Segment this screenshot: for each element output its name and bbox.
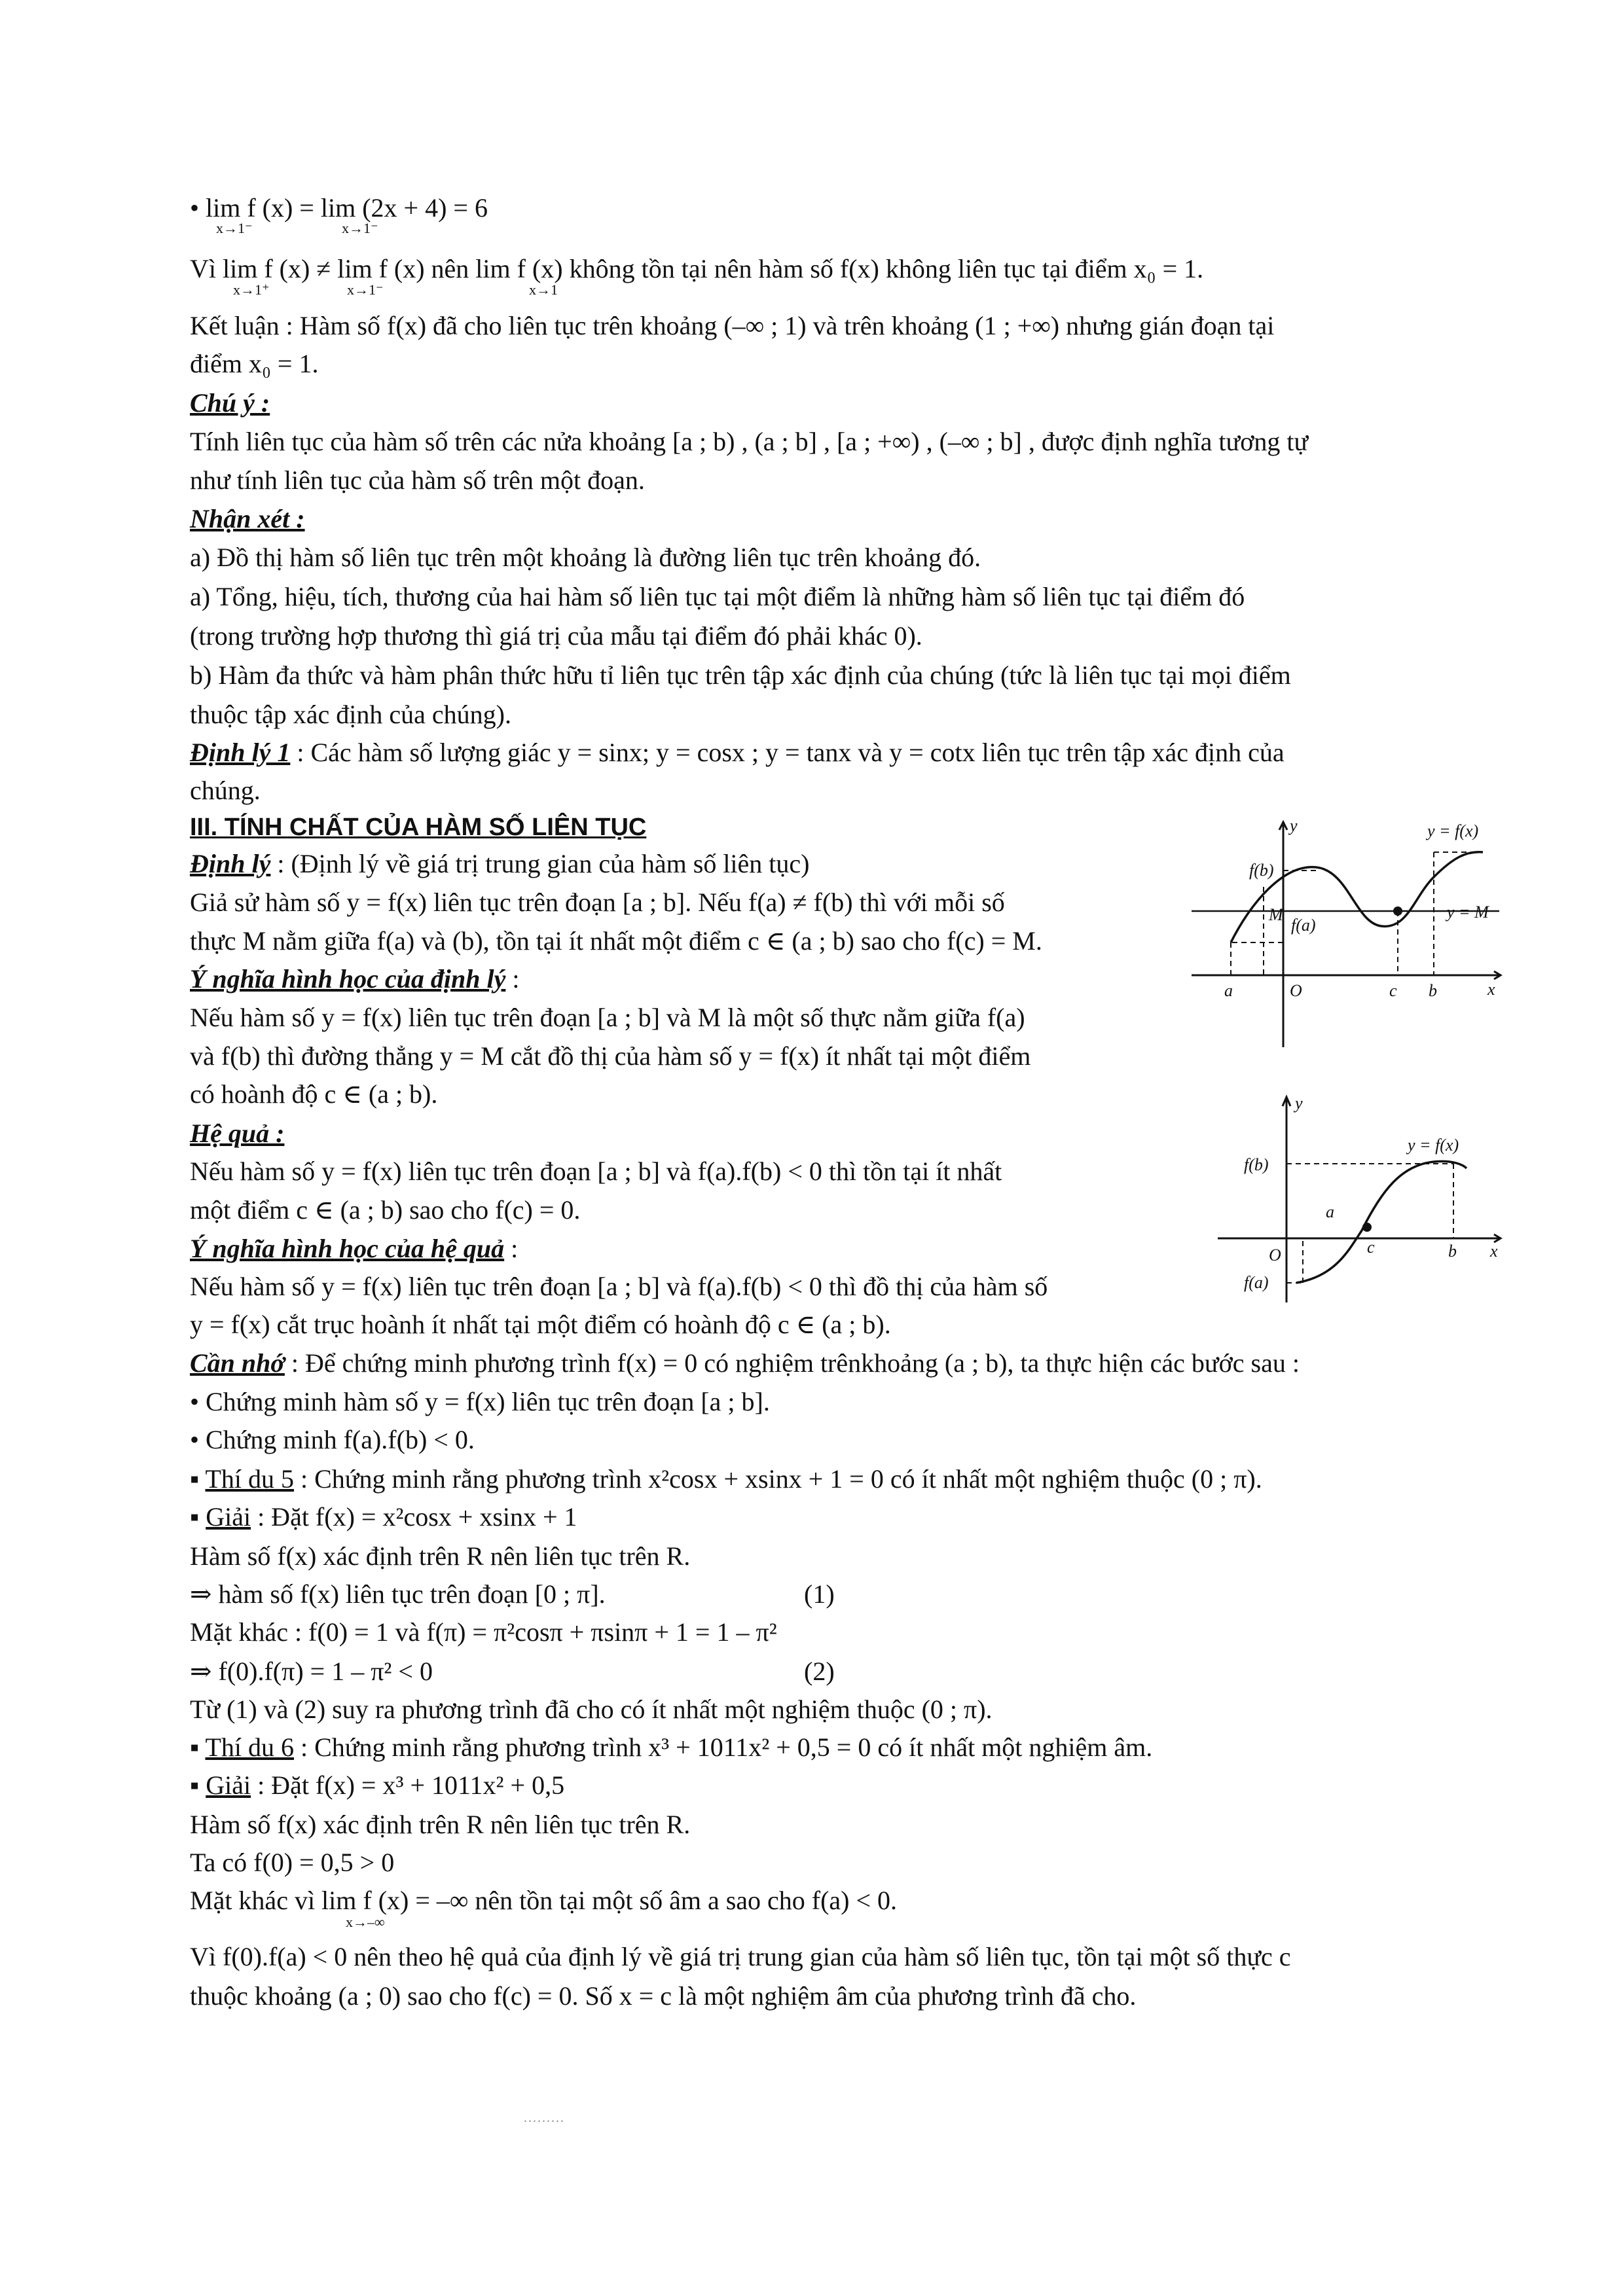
figure-label: O [1290,981,1302,1000]
limit-subscript: x→–∞ [346,1914,385,1930]
section-label: Định lý [190,849,271,878]
figure-label: y = f(x) [1427,821,1479,840]
text-line [190,251,1203,287]
corollary-figure [1205,1093,1506,1316]
bullet: ▪ [190,1502,206,1532]
text-line [190,1499,577,1535]
text-line [190,1345,1300,1382]
text-line: a) Đồ thị hàm số liên tục trên một khoảng là đường liên tục trên khoảng đó. [190,543,981,572]
text-line: Nếu hàm số y = f(x) liên tục trên đoạn [a ; b] và f(a).f(b) < 0 thì tồn tại ít nhất [190,1157,1002,1186]
text-fragment: : [504,1234,519,1263]
text-line [190,1767,564,1804]
section-label: Định lý 1 [190,738,291,767]
section-label: Ý nghĩa hình học của định lý [190,964,506,994]
text-line: b) Hàm đa thức và hàm phân thức hữu tỉ liên tục trên tập xác định của chúng (tức là liên tục tại mọi điểm [190,660,1291,690]
solution-label: Giải [206,1502,251,1532]
text-line: Nếu hàm số y = f(x) liên tục trên đoạn [a ; b] và f(a).f(b) < 0 thì đồ thị của hàm số [190,1272,1048,1301]
solution-label: Giải [206,1770,251,1800]
text-line: thuộc khoảng (a ; 0) sao cho f(c) = 0. Số x = c là một nghiệm âm của phương trình đã cho. [190,1981,1137,2011]
limit-subscript: x→1⁺ [233,281,270,298]
text-line: Giả sử hàm số y = f(x) liên tục trên đoạn [a ; b]. Nếu f(a) ≠ f(b) thì với mỗi số [190,888,1005,917]
text-line [190,1230,518,1267]
text-line: chúng. [190,776,261,805]
text-line: y = f(x) cắt trục hoành ít nhất tại một điểm có hoành độ c ∈ (a ; b). [190,1310,891,1339]
text-line: có hoành độ c ∈ (a ; b). [190,1079,438,1109]
text-line: ⇒ hàm số f(x) liên tục trên đoạn [0 ; π]. [190,1579,606,1609]
figure-label: x [1487,980,1495,999]
limit-subscript: x→1 [529,281,558,298]
text-line: Hàm số f(x) xác định trên R nên liên tục trên R. [190,1541,691,1571]
section-label: Chú ý : [190,388,270,418]
figure-label: y = f(x) [1408,1136,1459,1155]
text-line: a) Tổng, hiệu, tích, thương của hai hàm số liên tục tại một điểm là những hàm số liên tục tại điểm đó [190,582,1245,611]
text-line: ⇒ f(0).f(π) = 1 – π² < 0 [190,1657,433,1686]
text-line: và f(b) thì đường thẳng y = M cắt đồ thị của hàm số y = f(x) ít nhất tại một điểm [190,1041,1031,1071]
equation-number: (1) [804,1579,835,1609]
figure-label: y [1290,818,1298,835]
limit-subscript: x→1⁻ [342,220,378,236]
text-line: • Chứng minh hàm số y = f(x) liên tục trên đoạn [a ; b]. [190,1387,770,1416]
figure-label: y = M [1447,903,1489,922]
bullet: ▪ [190,1770,206,1800]
text-line: điểm x₀ = 1. [190,349,319,378]
text-line: Mặt khác vì lim f (x) = –∞ nên tồn tại một số âm a sao cho f(a) < 0. [190,1886,898,1915]
section-heading: III. TÍNH CHẤT CỦA HÀM SỐ LIÊN TỤC [190,814,647,841]
text-line: Kết luận : Hàm số f(x) đã cho liên tục trên khoảng (–∞ ; 1) và trên khoảng (1 ; +∞) nhưng gián đoạn tại [190,311,1275,340]
text-line: Nếu hàm số y = f(x) liên tục trên đoạn [a ; b] và M là một số thực nằm giữa f(a) [190,1003,1025,1032]
figure-label: a [1326,1202,1334,1221]
text-fragment: : Các hàm số lượng giác y = sinx; y = cosx ; y = tanx và y = cotx liên tục trên tập xác định của [290,738,1285,767]
limit-subscript: x→1⁻ [347,281,384,298]
limit-subscript: x→1⁻ [216,220,253,236]
text-line: Hàm số f(x) xác định trên R nên liên tục trên R. [190,1810,691,1839]
text-line: Tính liên tục của hàm số trên các nửa khoảng [a ; b) , (a ; b] , [a ; +∞) , (–∞ ; b] , được định nghĩa tương tự [190,427,1309,456]
text-line [190,734,1285,771]
text-fragment: : [505,964,520,994]
figure-label: b [1429,981,1437,1000]
text-line: Mặt khác : f(0) = 1 và f(π) = π²cosπ + πsinπ + 1 = 1 – π² [190,1617,777,1647]
curve-fx [1296,1161,1467,1283]
example-label: Thí du 6 [205,1732,295,1762]
limit-expression: • lim f (x) = lim (2x + 4) = 6 [190,193,488,223]
figure-label: y [1295,1094,1303,1113]
figure-label: O [1269,1246,1281,1265]
text-line: như tính liên tục của hàm số trên một đoạn. [190,465,645,495]
bullet: ▪ [190,1732,206,1762]
section-label: Nhận xét : [190,504,305,533]
text-fragment: : Đặt f(x) = x³ + 1011x² + 0,5 [251,1770,565,1800]
text-fragment: : Chứng minh rằng phương trình x²cosx + xsinx + 1 = 0 có ít nhất một nghiệm thuộc (0 ; π). [294,1464,1262,1494]
text-line [190,961,520,997]
text-line [190,846,809,882]
text-line: (trong trường hợp thương thì giá trị của mẫu tại điểm đó phải khác 0). [190,621,922,651]
figure-label: f(a) [1244,1273,1269,1292]
text-line: thực M nằm giữa f(a) và (b), tồn tại ít nhất một điểm c ∈ (a ; b) sao cho f(c) = M. [190,926,1042,956]
section-label: Cần nhớ [190,1348,285,1378]
section-label: Hệ quả : [190,1119,285,1148]
bullet: ▪ [190,1464,206,1494]
figure-label: a [1224,981,1233,1000]
text-fragment: : Chứng minh rằng phương trình x³ + 1011x² + 0,5 = 0 có ít nhất một nghiệm âm. [294,1732,1153,1762]
text-line: một điểm c ∈ (a ; b) sao cho f(c) = 0. [190,1195,581,1225]
figure-label: c [1367,1238,1375,1257]
text-line: thuộc tập xác định của chúng). [190,700,511,729]
figure-label: x [1490,1242,1498,1261]
text-line: • Chứng minh f(a).f(b) < 0. [190,1425,475,1454]
text-fragment: : Để chứng minh phương trình f(x) = 0 có nghiệm trênkhoảng (a ; b), ta thực hiện các bước sau : [284,1348,1300,1378]
text-line: Ta có f(0) = 0,5 > 0 [190,1848,395,1877]
ivt-figure [1185,818,1506,1054]
figure-label: c [1389,981,1397,1000]
text-line: Vì f(0).f(a) < 0 nên theo hệ quả của định lý về giá trị trung gian của hàm số liên tục, tồn tại một số thực c [190,1942,1291,1971]
figure-label: f(a) [1291,916,1316,935]
text-line [190,1461,1262,1498]
figure-label: M [1269,905,1283,924]
figure-label: f(b) [1249,861,1274,880]
text-line [190,1729,1152,1766]
text-fragment: : (Định lý về giá trị trung gian của hàm số liên tục) [270,849,810,878]
text-line: Từ (1) và (2) suy ra phương trình đã cho có ít nhất một nghiệm thuộc (0 ; π). [190,1695,993,1724]
text-fragment: Vì [190,254,216,283]
figure-label: f(b) [1244,1155,1269,1174]
footer-dots: ......... [524,2111,565,2125]
section-label: Ý nghĩa hình học của hệ quả [190,1234,505,1263]
point-c [1393,906,1402,916]
figure-label: b [1448,1242,1457,1261]
text-fragment: lim f (x) ≠ lim f (x) nên lim f (x) không tồn tại nên hàm số f(x) không liên tục tại điểm x₀ = 1. [223,254,1204,283]
equation-number: (2) [804,1657,835,1686]
text-fragment: : Đặt f(x) = x²cosx + xsinx + 1 [251,1502,577,1532]
example-label: Thí du 5 [205,1464,295,1494]
point-c [1362,1223,1372,1232]
